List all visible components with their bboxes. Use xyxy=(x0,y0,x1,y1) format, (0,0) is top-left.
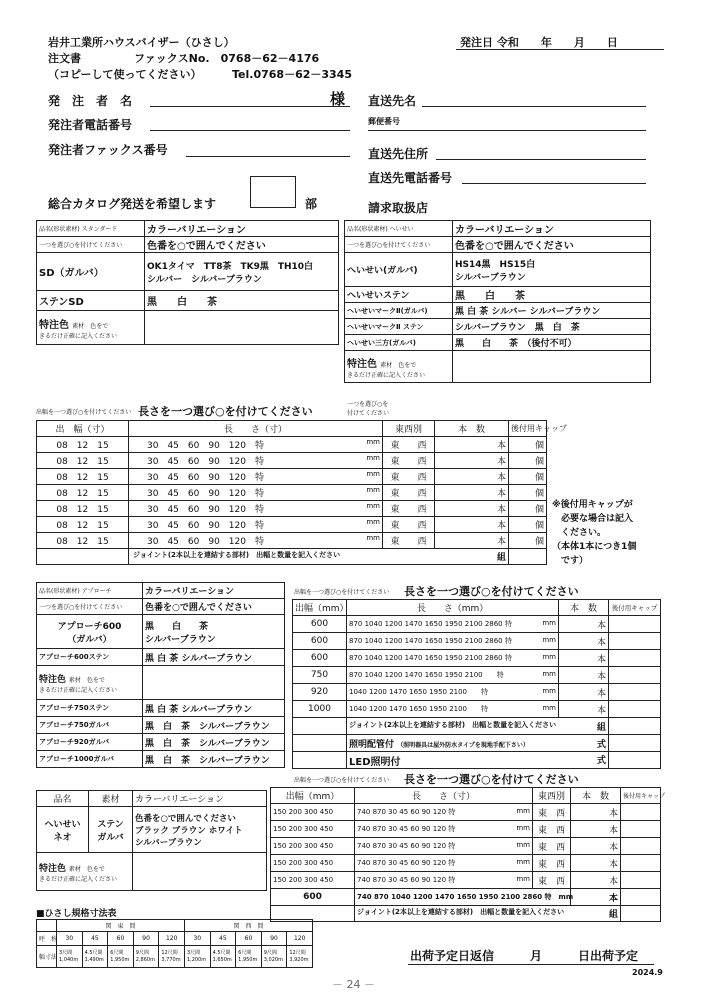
ne-colors-3[interactable]: シルバーブラウン xyxy=(135,837,202,848)
ne-mat-1[interactable]: ステン xyxy=(97,819,124,830)
ord2-h-width: 出幅（mm） xyxy=(293,600,347,616)
ord2-length-options[interactable] xyxy=(347,667,559,684)
ord1-width-note: 出幅を一つ選び○を付けてください xyxy=(36,409,132,416)
ord2-h-len: 長 さ（mm） xyxy=(347,600,559,616)
dims-yobi-cell: 120 xyxy=(159,932,185,946)
hs-color-header: カラーバリエーション xyxy=(453,221,651,237)
sd-color-header: カラーバリエーション xyxy=(145,221,339,237)
dims-len-cell: 9尺間 3,020m xyxy=(261,946,287,968)
sd-row-name[interactable]: SD（ガルバ） xyxy=(37,253,145,291)
ap-row3-colors[interactable]: 黒 白 茶 シルバーブラウン xyxy=(143,700,285,717)
postal-input[interactable] xyxy=(368,130,646,131)
ord1-quantity[interactable]: 本 xyxy=(435,517,509,533)
hs-special-label: 特注色 xyxy=(347,358,377,370)
ord3-cap[interactable] xyxy=(621,872,661,889)
ord2-length-values[interactable]: 1040 1200 1470 1650 1950 2100 特 xyxy=(349,688,489,696)
ord3-row6-qty[interactable]: 本 xyxy=(571,889,621,906)
orderer-tel-input[interactable] xyxy=(150,130,350,131)
ord3-title: 長さを一つ選び○を付けてください xyxy=(404,773,579,786)
fax-number: ファックスNo. 0768－62－4176 xyxy=(134,52,320,65)
ord1-direction[interactable]: 東 西 xyxy=(383,453,435,469)
ord2-length-options[interactable] xyxy=(347,633,559,650)
ord2-light-label[interactable]: 照明配管付 xyxy=(349,739,395,750)
ord2-width[interactable]: 600 xyxy=(293,650,347,667)
edition-year: 2024.9 xyxy=(632,968,663,977)
ord3-mm-unit: mm xyxy=(516,807,530,815)
ord2-mm-unit: mm xyxy=(542,704,556,712)
ord1-width-options[interactable]: 08 12 15 xyxy=(37,533,129,549)
ord2-quantity[interactable]: 本 xyxy=(559,633,609,650)
ne-h-name: 品名 xyxy=(37,791,89,807)
ord3-cap[interactable] xyxy=(621,821,661,838)
ord1-dir-note-1: 一つを選び○を xyxy=(347,401,389,408)
ap-row5-name[interactable]: アプローチ920ガルバ xyxy=(37,734,143,751)
ord2-length-options[interactable] xyxy=(347,616,559,633)
ne-mat-2[interactable]: ガルバ xyxy=(97,832,124,843)
ord1-length-values[interactable]: 30 45 60 90 120 特 xyxy=(147,505,264,515)
ord2-quantity[interactable]: 本 xyxy=(559,667,609,684)
ord3-joint-unit[interactable]: 組 xyxy=(608,910,618,920)
ord3-length-options[interactable] xyxy=(355,855,533,872)
ord3-width-options[interactable]: 150 200 300 450 xyxy=(271,855,355,872)
ord3-cap[interactable] xyxy=(621,855,661,872)
ord3-quantity[interactable]: 本 xyxy=(571,838,621,855)
ne-colors-2[interactable]: ブラック ブラウン ホワイト xyxy=(135,825,243,836)
ord1-mm-unit: mm xyxy=(366,518,380,526)
ne-h-color: カラーバリエーション xyxy=(133,791,267,807)
dims-yobi-cell: 60 xyxy=(236,932,262,946)
agent-label: 請求取扱店 xyxy=(368,201,429,215)
ord1-length-values[interactable]: 30 45 60 90 120 特 xyxy=(147,473,264,483)
ord2-length-values[interactable]: 870 1040 1200 1470 1650 1950 2100 2860 特 xyxy=(349,620,512,628)
ord3-joint-label: ジョイント(2本以上を連結する部材) 出幅と数量を記入ください xyxy=(357,908,565,916)
hs-special-input[interactable] xyxy=(453,351,651,383)
orderer-fax-input[interactable] xyxy=(186,156,350,157)
ord1-cap[interactable]: 個 xyxy=(509,437,547,453)
ord2-light-note: （照明器具は屋外防水タイプを現地手配下さい） xyxy=(397,741,529,749)
dims-yobi-cell: 90 xyxy=(133,932,159,946)
dims-yobi-cell: 45 xyxy=(82,932,108,946)
ap-special-input[interactable] xyxy=(143,666,285,700)
dims-kanto: 関 東 間 xyxy=(57,920,185,932)
ord2-mm-unit: mm xyxy=(542,619,556,627)
catalog-qty-box[interactable] xyxy=(250,176,296,208)
ap-row4-name[interactable]: アプローチ750ガルバ xyxy=(37,717,143,734)
ord1-cap[interactable]: 個 xyxy=(509,485,547,501)
ne-colors-1: 色番を○で囲んでください xyxy=(135,813,236,824)
dest-input[interactable] xyxy=(422,106,646,107)
order-table-2 xyxy=(292,599,661,769)
ord3-length-values[interactable]: 740 870 30 45 60 90 120 特 xyxy=(357,825,456,833)
ap-row6-name[interactable]: アプローチ1000ガルバ xyxy=(37,751,143,768)
ord1-length-options[interactable] xyxy=(129,485,383,501)
ord1-length-values[interactable]: 30 45 60 90 120 特 xyxy=(147,489,264,499)
ord1-direction[interactable]: 東 西 xyxy=(383,533,435,549)
ord3-direction[interactable]: 東 西 xyxy=(533,804,571,821)
ord3-quantity[interactable]: 本 xyxy=(571,855,621,872)
ord2-title: 長さを一つ選び○を付けてください xyxy=(404,585,579,598)
hs-name-label: 品名(形状素材) へいせい xyxy=(345,221,453,237)
dims-yobi-cell: 60 xyxy=(108,932,134,946)
ord1-quantity[interactable]: 本 xyxy=(435,469,509,485)
ord3-length-options[interactable] xyxy=(355,838,533,855)
ord1-joint-unit[interactable]: 組 xyxy=(496,553,506,563)
ap-row2-name[interactable]: アプローチ600ステン xyxy=(37,649,143,666)
ord3-width-options[interactable]: 150 200 300 450 xyxy=(271,872,355,889)
ord2-mm-unit: mm xyxy=(542,653,556,661)
orderer-input[interactable] xyxy=(150,106,350,107)
ord1-length-values[interactable]: 30 45 60 90 120 特 xyxy=(147,537,264,547)
ord2-cap[interactable] xyxy=(609,633,661,650)
order-date[interactable]: 発注日 令和 年 月 日 xyxy=(460,36,618,49)
ord1-cap[interactable]: 個 xyxy=(509,517,547,533)
ord1-length-options[interactable] xyxy=(129,453,383,469)
ord1-width-options[interactable]: 08 12 15 xyxy=(37,469,129,485)
ord2-width[interactable]: 750 xyxy=(293,667,347,684)
ord2-light-unit[interactable]: 式 xyxy=(596,739,606,750)
ord2-cap[interactable] xyxy=(609,616,661,633)
ord1-cap[interactable]: 個 xyxy=(509,501,547,517)
orderer-tel-label: 発注者電話番号 xyxy=(48,118,133,132)
ship-date-reply[interactable]: 出荷予定日返信 月 日出荷予定 xyxy=(410,949,639,963)
ap-row4-colors[interactable]: 黒 白 茶 シルバーブラウン xyxy=(143,717,285,734)
ord2-quantity[interactable]: 本 xyxy=(559,650,609,667)
ord1-joint-label: ジョイント(2本以上を連結する部材) 出幅と数量を記入ください xyxy=(133,551,341,559)
ne-special-label: 特注色 xyxy=(39,863,67,874)
hs-row5-colors[interactable]: 黒 白 茶 （後付不可） xyxy=(453,335,651,351)
ord3-mm-unit: mm xyxy=(516,841,530,849)
dims-len-cell: 3尺間 1,200m xyxy=(184,946,210,968)
ord3-quantity[interactable]: 本 xyxy=(571,821,621,838)
ord1-length-options[interactable] xyxy=(129,533,383,549)
sd-choose-label: 一つを選び○を付けてください xyxy=(37,237,145,253)
ord1-h-width: 出 幅（寸） xyxy=(37,421,129,437)
ord3-width-options[interactable]: 150 200 300 450 xyxy=(271,804,355,821)
dims-h-yobi: 呼 称 xyxy=(37,932,57,946)
ord1-width-options[interactable]: 08 12 15 xyxy=(37,437,129,453)
hs-row1-colors-1[interactable]: HS14黒 HS15白 xyxy=(455,259,536,270)
ord2-joint-label: ジョイント(2本以上を連結する部材) 出幅と数量を記入ください xyxy=(349,720,557,729)
ord1-quantity[interactable]: 本 xyxy=(435,437,509,453)
ap-choose-label: 一つを選び○を付けてください xyxy=(37,599,143,615)
ne-name-1: へいせい xyxy=(44,819,81,830)
ord3-length-options[interactable] xyxy=(355,804,533,821)
heisei-color-table: 品名(形状素材) へいせい カラーバリエーション 一つを選び○を付けてください 色番を○で囲んでください へいせい(ガルバ) HS14黒 HS15白 シルバーブラウン へいせいステン 黒 白 茶 へいせいマークⅡ(ガルバ) 黒 白 茶 シルバー シルバーブラウン へいせいマークⅡ ステン シルバーブラウン 黒 白 茶 へいせい三方(ガルバ) 黒 白 茶 （後付不可） 特注色 素材 色をで きるだけ正確に記入ください xyxy=(344,220,651,383)
ord1-mm-unit: mm xyxy=(366,438,380,446)
hs-row1-name[interactable]: へいせい(ガルバ) xyxy=(345,253,453,287)
sd-special-input[interactable] xyxy=(145,311,339,345)
ord2-width[interactable]: 1000 xyxy=(293,701,347,718)
ap-row1-name-2: （ガルバ） xyxy=(67,634,112,645)
ord1-direction[interactable]: 東 西 xyxy=(383,517,435,533)
ord3-mm-unit: mm xyxy=(516,824,530,832)
ord2-width[interactable]: 600 xyxy=(293,616,347,633)
ord1-direction[interactable]: 東 西 xyxy=(383,469,435,485)
ord1-cap[interactable]: 個 xyxy=(509,533,547,549)
ord2-length-values[interactable]: 870 1040 1200 1470 1650 1950 2100 2860 特 xyxy=(349,654,512,662)
dims-len-cell: 4.5尺間 1,490m xyxy=(82,946,108,968)
ord3-direction[interactable]: 東 西 xyxy=(533,855,571,872)
ord1-width-options[interactable]: 08 12 15 xyxy=(37,453,129,469)
orderer-fax-label: 発注者ファックス番号 xyxy=(48,143,168,157)
hs-row4-name[interactable]: へいせいマークⅡ ステン xyxy=(345,319,453,335)
ne-h-mat: 素材 xyxy=(89,791,133,807)
sten-sd-colors[interactable]: 黒 白 茶 xyxy=(145,291,339,311)
ap-row1-name-1[interactable]: アプローチ600 xyxy=(57,621,122,632)
dims-len-cell: 3尺間 1,040m xyxy=(57,946,83,968)
ord1-mm-unit: mm xyxy=(366,534,380,542)
ord1-length-values[interactable]: 30 45 60 90 120 特 xyxy=(147,457,264,467)
ord2-h-qty: 本 数 xyxy=(559,600,609,616)
ord1-direction[interactable]: 東 西 xyxy=(383,485,435,501)
ord3-direction[interactable]: 東 西 xyxy=(533,821,571,838)
ord2-length-values[interactable]: 870 1040 1200 1470 1650 1950 2100 特 xyxy=(349,671,504,679)
ord3-h-qty: 本 数 xyxy=(571,788,621,804)
ord3-length-values[interactable]: 740 870 30 45 60 90 120 特 xyxy=(357,859,456,867)
ord2-quantity[interactable]: 本 xyxy=(559,701,609,718)
ap-row3-name[interactable]: アプローチ750ステン xyxy=(37,700,143,717)
ord3-cap[interactable] xyxy=(621,804,661,821)
ord2-mm-unit: mm xyxy=(542,687,556,695)
ord1-h-qty: 本 数 xyxy=(435,421,509,437)
sd-color-table: 品名(形状素材) スタンダード カラーバリエーション 一つを選び○を付けてください 色番を○で囲んでください SD（ガルバ） OK1タイマ TT8茶 TK9黒 TH10白 シルバー シルバーブラウン ステンSD 黒 白 茶 特注色 素材 色をで きるだけ正確に記入ください xyxy=(36,220,339,345)
ord3-quantity[interactable]: 本 xyxy=(571,804,621,821)
tel-number: Tel.0768－62－3345 xyxy=(232,68,352,81)
ord2-length-options[interactable] xyxy=(347,701,559,718)
ord3-direction[interactable]: 東 西 xyxy=(533,872,571,889)
ord1-mm-unit: mm xyxy=(366,486,380,494)
ord1-quantity[interactable]: 本 xyxy=(435,533,509,549)
ord3-width-options[interactable]: 150 200 300 450 xyxy=(271,821,355,838)
dims-kansai: 関 西 間 xyxy=(184,920,312,932)
ord1-joint-width[interactable] xyxy=(37,549,129,565)
ord2-quantity[interactable]: 本 xyxy=(559,616,609,633)
ord1-h-dir: 東西別 xyxy=(383,421,435,437)
ord3-mm-unit: mm xyxy=(516,858,530,866)
ord2-led-unit[interactable]: 式 xyxy=(596,755,606,766)
ord3-direction[interactable]: 東 西 xyxy=(533,838,571,855)
ord1-direction[interactable]: 東 西 xyxy=(383,437,435,453)
dest-addr-label: 直送先住所 xyxy=(368,147,429,161)
ord3-length-options[interactable] xyxy=(355,821,533,838)
dims-table xyxy=(36,919,313,968)
ord3-mm-unit: mm xyxy=(516,875,530,883)
ap-row2-colors[interactable]: 黒 白 茶 シルバーブラウン xyxy=(143,649,285,666)
dims-len-cell: 12尺間 3,770m xyxy=(159,946,185,968)
postal-label: 郵便番号 xyxy=(368,117,400,126)
dims-len-cell: 6尺間 1,950m xyxy=(108,946,134,968)
dims-len-cell: 4.5尺間 1,650m xyxy=(210,946,236,968)
ord1-length-values[interactable]: 30 45 60 90 120 特 xyxy=(147,441,264,451)
dims-yobi-cell: 120 xyxy=(287,932,313,946)
ap-row1-colors-1[interactable]: 黒 白 茶 xyxy=(145,621,209,632)
sd-name-label: 品名(形状素材) スタンダード xyxy=(37,221,145,237)
ord3-length-values[interactable]: 740 870 30 45 60 90 120 特 xyxy=(357,842,456,850)
ord2-cap[interactable] xyxy=(609,667,661,684)
ord1-mm-unit: mm xyxy=(366,454,380,462)
ap-row1-colors-2[interactable]: シルバーブラウン xyxy=(145,634,216,645)
ap-choose-text: 色番を○で囲んでください xyxy=(143,599,285,615)
ord3-quantity[interactable]: 本 xyxy=(571,872,621,889)
ord2-length-values[interactable]: 870 1040 1200 1470 1650 1950 2100 2860 特 xyxy=(349,637,512,645)
hs-row5-name[interactable]: へいせい三方(ガルバ) xyxy=(345,335,453,351)
dims-yobi-cell: 30 xyxy=(57,932,83,946)
ord3-h-cap: 後付用キャップ xyxy=(621,788,661,804)
ne-special-input[interactable] xyxy=(133,853,267,891)
ord2-h-cap: 後付用キャップ xyxy=(609,600,661,616)
page-number: － 24 － xyxy=(332,978,375,991)
ord1-quantity[interactable]: 本 xyxy=(435,453,509,469)
ord3-row6-lengths[interactable]: 740 870 1040 1200 1470 1650 1950 2100 2860 特 mm xyxy=(355,889,571,906)
ord2-cap[interactable] xyxy=(609,701,661,718)
ord1-length-options[interactable] xyxy=(129,501,383,517)
ord1-width-options[interactable]: 08 12 15 xyxy=(37,501,129,517)
hs-row3-name[interactable]: へいせいマークⅡ(ガルバ) xyxy=(345,303,453,319)
order-table-3 xyxy=(270,787,666,922)
dims-len-cell: 6尺間 1,950m xyxy=(236,946,262,968)
ord2-cap[interactable] xyxy=(609,684,661,701)
dims-len-cell: 9尺間 2,860m xyxy=(133,946,159,968)
ord1-length-options[interactable] xyxy=(129,469,383,485)
ord2-joint-width[interactable] xyxy=(293,718,347,735)
hs-row4-colors[interactable]: シルバーブラウン 黒 白 茶 xyxy=(453,319,651,335)
sd-choose-text: 色番を○で囲んでください xyxy=(145,237,339,253)
ap-name-label: 品名(形状素材) アプローチ xyxy=(37,583,143,599)
dest-label: 直送先名 xyxy=(368,94,417,108)
dims-title: ■ひさし規格寸法表 xyxy=(36,909,117,919)
ord1-cap[interactable]: 個 xyxy=(509,453,547,469)
company-name: 岩井工業所ハウスバイザー（ひさし） xyxy=(48,36,235,49)
ord3-length-values[interactable]: 740 870 30 45 60 90 120 特 xyxy=(357,876,456,884)
catalog-label: 総合カタログ発送を希望します xyxy=(48,197,217,211)
ord1-length-options[interactable] xyxy=(129,437,383,453)
ord2-mm-unit: mm xyxy=(542,670,556,678)
ord1-width-options[interactable]: 08 12 15 xyxy=(37,485,129,501)
ord2-cap[interactable] xyxy=(609,650,661,667)
sd-special-label: 特注色 xyxy=(39,319,69,331)
dims-yobi-cell: 90 xyxy=(261,932,287,946)
ap-row6-colors[interactable]: 黒 白 茶 シルバーブラウン xyxy=(143,751,285,768)
ord2-width[interactable]: 600 xyxy=(293,633,347,650)
ord1-length-values[interactable]: 30 45 60 90 120 特 xyxy=(147,521,264,531)
sama-label: 様 xyxy=(330,90,346,108)
ord3-row6-width[interactable]: 600 xyxy=(271,889,355,906)
ord1-h-cap: 後付用キャップ xyxy=(509,421,547,437)
ord2-length-options[interactable] xyxy=(347,650,559,667)
dims-h-len: 幅寸法 xyxy=(37,946,57,968)
orderer-label: 発 注 者 名 xyxy=(48,94,133,108)
ord2-led-label[interactable]: LED照明付 xyxy=(349,756,401,768)
hs-choose-text: 色番を○で囲んでください xyxy=(453,237,651,253)
ord1-cap[interactable]: 個 xyxy=(509,469,547,485)
ord1-dir-note-2: 付けてください xyxy=(347,410,390,417)
sd-row-colors-1[interactable]: OK1タイマ TT8茶 TK9黒 TH10白 xyxy=(147,261,314,272)
ord3-length-options[interactable] xyxy=(355,872,533,889)
hs-row2-name[interactable]: へいせいステン xyxy=(345,287,453,303)
dims-yobi-cell: 45 xyxy=(210,932,236,946)
dest-tel-input[interactable] xyxy=(462,183,646,184)
ord3-length-values[interactable]: 740 870 30 45 60 90 120 特 xyxy=(357,808,456,816)
ord2-joint-unit[interactable]: 組 xyxy=(596,722,606,733)
copy-note: （コピーして使ってください） xyxy=(48,68,202,81)
ord3-cap[interactable] xyxy=(621,838,661,855)
ord1-quantity[interactable]: 本 xyxy=(435,501,509,517)
sd-row-colors-2[interactable]: シルバー シルバーブラウン xyxy=(147,274,262,285)
ord2-width[interactable]: 920 xyxy=(293,684,347,701)
order-table-1 xyxy=(36,420,567,565)
neo-color-table: 品名 素材 カラーバリエーション へいせい ネオ ステン ガルバ 色番を○で囲んでください ブラック ブラウン ホワイト シルバーブラウン 特注色 素材 色をで きるだけ正確に記入ください xyxy=(36,790,267,891)
form-title: 注文書 xyxy=(48,52,81,65)
hs-choose-label: 一つを選び○を付けてください xyxy=(345,237,453,253)
ord3-width-options[interactable]: 150 200 300 450 xyxy=(271,838,355,855)
ord1-length-options[interactable] xyxy=(129,517,383,533)
ord2-width-note: 出幅を一つ選び○を付けてください xyxy=(294,589,390,596)
ord2-length-options[interactable] xyxy=(347,684,559,701)
catalog-unit: 部 xyxy=(305,197,318,211)
ord1-mm-unit: mm xyxy=(366,502,380,510)
ord2-length-values[interactable]: 1040 1200 1470 1650 1950 2100 特 xyxy=(349,705,489,713)
ord1-width-options[interactable]: 08 12 15 xyxy=(37,517,129,533)
ord2-quantity[interactable]: 本 xyxy=(559,684,609,701)
ne-name-2: ネオ xyxy=(53,832,72,843)
dims-yobi-cell: 30 xyxy=(184,932,210,946)
ord3-h-width: 出幅（mm） xyxy=(271,788,355,804)
ord3-width-note: 出幅を一つ選び○を付けてください xyxy=(294,777,390,784)
approach-color-table: 品名(形状素材) アプローチ カラーバリエーション 一つを選び○を付けてください 色番を○で囲んでください アプローチ600 （ガルバ） 黒 白 茶 シルバーブラウン アプローチ600ステン 黒 白 茶 シルバーブラウン 特注色 素材 色をで きるだけ正確に記入ください アプローチ750ステン 黒 白 茶 シルバーブラウン アプローチ750ガルバ 黒 白 茶 シルバーブラウン アプローチ920ガルバ 黒 白 茶 シルバーブラウン アプローチ1000ガルバ 黒 白 茶 シルバーブラウン xyxy=(36,582,285,768)
ord3-h-dir: 東西別 xyxy=(533,788,571,804)
sten-sd-name[interactable]: ステンSD xyxy=(37,291,145,311)
ord3-h-len: 長 さ（寸） xyxy=(355,788,533,804)
ord1-h-len: 長 さ（寸） xyxy=(129,421,383,437)
ap-color-header: カラーバリエーション xyxy=(143,583,285,599)
ord2-mm-unit: mm xyxy=(542,636,556,644)
cap-side-note: ※後付用キャップが 必要な場合は記入 ください。 （本体1本につき1個 です） xyxy=(552,500,637,566)
dest-addr-input[interactable] xyxy=(436,159,646,160)
ord1-quantity[interactable]: 本 xyxy=(435,485,509,501)
hs-row3-colors[interactable]: 黒 白 茶 シルバー シルバーブラウン xyxy=(453,303,651,319)
ap-row5-colors[interactable]: 黒 白 茶 シルバーブラウン xyxy=(143,734,285,751)
hs-row1-colors-2[interactable]: シルバーブラウン xyxy=(455,272,526,283)
hs-row2-colors[interactable]: 黒 白 茶 xyxy=(453,287,651,303)
ord1-direction[interactable]: 東 西 xyxy=(383,501,435,517)
dest-tel-label: 直送先電話番号 xyxy=(368,171,453,185)
ap-special-label: 特注色 xyxy=(39,674,67,685)
ord1-mm-unit: mm xyxy=(366,470,380,478)
ord1-title: 長さを一つ選び○を付けてください xyxy=(138,405,313,418)
dims-len-cell: 12尺間 3,920m xyxy=(287,946,313,968)
